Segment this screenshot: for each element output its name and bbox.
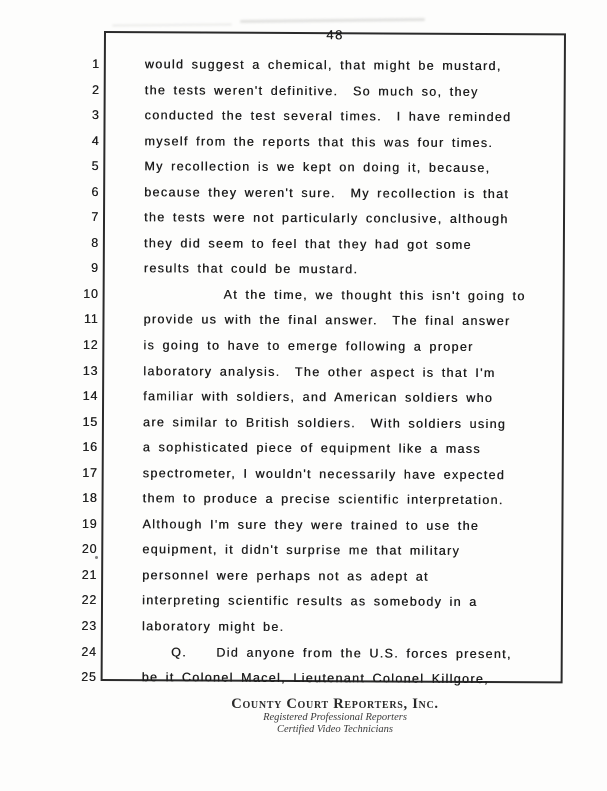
line-text: the tests were not particularly conclusive, although xyxy=(143,210,509,227)
line-text: would suggest a chemical, that might be mustard, xyxy=(144,57,502,74)
transcript-line xyxy=(82,461,562,489)
line-text: is going to have to emerge following a proper xyxy=(143,338,474,354)
line-number: 3 xyxy=(91,108,100,123)
line-number: 20 xyxy=(81,542,98,557)
line-number: 5 xyxy=(91,159,100,174)
line-text: Although I'm sure they were trained to use the xyxy=(142,517,480,533)
line-number: 21 xyxy=(81,567,98,582)
line-text: because they weren't sure. My recollection is that xyxy=(144,184,510,201)
transcript-line xyxy=(91,103,563,131)
line-text: personnel were perhaps not as adept at xyxy=(142,568,429,584)
transcript-line xyxy=(92,52,564,80)
line-number: 11 xyxy=(83,312,99,327)
transcript-line xyxy=(82,486,561,514)
transcript-line xyxy=(91,129,563,157)
line-text: the tests weren't definitive. So much so, they xyxy=(144,82,479,99)
line-number: 13 xyxy=(82,363,99,378)
transcript-line xyxy=(81,640,561,668)
transcript-line xyxy=(81,614,561,642)
line-text: My recollection is we kept on doing it, because, xyxy=(144,159,491,176)
transcript-line xyxy=(91,78,564,106)
line-text: spectrometer, I wouldn't necessarily have expected xyxy=(142,465,506,482)
line-number: 14 xyxy=(82,389,99,404)
line-number: 2 xyxy=(91,82,100,97)
line-number: 4 xyxy=(91,133,100,148)
line-text: equipment, it didn't surprise me that military xyxy=(142,542,461,559)
line-text: are similar to British soldiers. With soldiers using xyxy=(142,414,507,431)
transcript-line xyxy=(82,410,562,438)
line-number: 7 xyxy=(91,210,100,225)
scan-smudge xyxy=(240,18,425,23)
line-text: them to produce a precise scientific interpretation. xyxy=(142,491,504,508)
line-text: Q. Did anyone from the U.S. forces present, xyxy=(141,644,512,661)
transcript-line xyxy=(82,359,562,387)
line-number: 16 xyxy=(82,440,98,455)
reporter-tagline-certified: Certified Video Technicians xyxy=(276,723,394,735)
transcript-line xyxy=(91,180,563,208)
reporter-tagline-registered: Registered Professional Reporters xyxy=(263,712,407,723)
line-number: 8 xyxy=(91,235,99,250)
transcript-line xyxy=(82,333,562,361)
page-number: 48 xyxy=(326,27,344,43)
line-number: 6 xyxy=(91,184,100,199)
line-number: 15 xyxy=(82,414,98,429)
line-number: 23 xyxy=(81,618,97,634)
line-number: 1 xyxy=(92,56,100,71)
transcript-box xyxy=(81,27,566,687)
line-text: they did seem to feel that they had got some xyxy=(143,236,472,252)
transcript-line xyxy=(81,563,561,591)
line-text: a sophisticated piece of equipment like a mass xyxy=(142,440,481,457)
line-text: results that could be mustard. xyxy=(143,261,359,277)
line-number: 10 xyxy=(83,286,99,301)
transcript-line xyxy=(91,154,563,182)
transcript-line xyxy=(83,307,562,335)
line-number: 24 xyxy=(81,644,97,659)
transcript-line xyxy=(81,665,561,693)
reporter-footer xyxy=(104,696,566,735)
line-text: conducted the test several times. I have reminded xyxy=(144,108,512,125)
line-number: 18 xyxy=(82,491,98,506)
transcript-line xyxy=(82,435,562,463)
line-text: provide us with the final answer. The final answer xyxy=(143,312,511,329)
line-number: 12 xyxy=(82,337,99,352)
line-number: 25 xyxy=(81,670,97,685)
line-text: At the time, we thought this isn't going to xyxy=(143,287,526,304)
transcript-line xyxy=(81,512,561,540)
line-text: familiar with soldiers, and American soldiers who xyxy=(143,389,494,406)
line-number: 22 xyxy=(81,593,98,608)
line-number: 19 xyxy=(81,516,98,531)
line-text: be it Colonel Macel, Lieutenant Colonel Killgore, xyxy=(141,670,489,687)
line-number: 9 xyxy=(90,261,99,276)
line-text: laboratory might be. xyxy=(141,619,285,634)
line-text: laboratory analysis. The other aspect is that I'm xyxy=(143,363,496,380)
transcript-line xyxy=(81,588,561,616)
line-text: interpreting scientific results as somebody in a xyxy=(141,593,478,610)
line-number: 17 xyxy=(82,465,98,480)
transcript-line xyxy=(83,282,563,310)
transcript-line xyxy=(81,537,561,565)
transcript-lines xyxy=(81,52,564,693)
transcript-line xyxy=(91,231,563,259)
transcript-line xyxy=(90,256,563,284)
transcript-line xyxy=(91,205,563,233)
transcript-line xyxy=(82,384,562,412)
line-text: myself from the reports that this was four times. xyxy=(144,133,494,150)
reporter-company-name: County Court Reporters, Inc. xyxy=(231,696,439,712)
